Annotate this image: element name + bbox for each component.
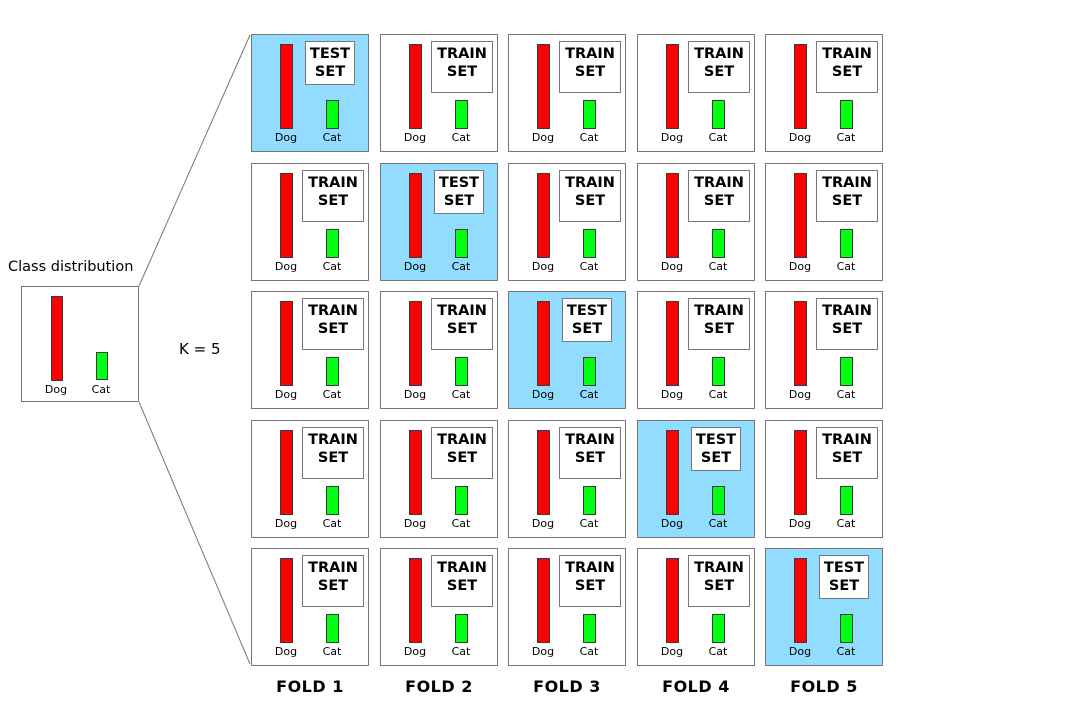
cat-label: Cat (708, 517, 728, 530)
dog-label: Dog (44, 383, 68, 396)
set-label-line-1: TRAIN (437, 432, 487, 448)
set-label-line-1: TEST (566, 303, 608, 319)
set-label-line-1: TRAIN (822, 432, 872, 448)
cat-label: Cat (836, 517, 856, 530)
cat-bar (326, 486, 339, 515)
set-label-line-2: SET (574, 450, 606, 466)
test-set-label (562, 298, 612, 342)
cat-label: Cat (322, 388, 342, 401)
dog-label: Dog (531, 388, 555, 401)
dog-bar (666, 558, 679, 643)
cat-bar (712, 614, 725, 643)
test-set-label (819, 555, 869, 599)
dog-label: Dog (403, 131, 427, 144)
set-label-line-2: SET (317, 578, 349, 594)
cat-label: Cat (451, 517, 471, 530)
cat-label: Cat (836, 645, 856, 658)
fold-1-label: FOLD 1 (276, 677, 344, 696)
dog-label: Dog (531, 131, 555, 144)
set-label-line-1: TEST (309, 46, 351, 62)
dog-label: Dog (274, 517, 298, 530)
test-set-label (691, 427, 741, 471)
cat-bar (840, 357, 853, 386)
set-label-line-1: TRAIN (308, 303, 358, 319)
dog-bar (666, 173, 679, 258)
dog-label: Dog (660, 517, 684, 530)
cat-bar (583, 486, 596, 515)
set-label-line-1: TRAIN (565, 560, 615, 576)
cat-bar (712, 100, 725, 129)
fold-4-row-3-cell (637, 291, 755, 409)
dog-label: Dog (531, 645, 555, 658)
set-label-line-2: SET (831, 193, 863, 209)
dog-bar (666, 430, 679, 515)
dog-label: Dog (788, 131, 812, 144)
set-label-line-1: TRAIN (694, 175, 744, 191)
cat-bar (712, 357, 725, 386)
cat-bar (455, 486, 468, 515)
set-label-line-2: SET (317, 193, 349, 209)
cat-bar (840, 614, 853, 643)
set-label-line-2: SET (700, 450, 732, 466)
fold-4-row-2-cell (637, 163, 755, 281)
set-label-line-1: TEST (438, 175, 480, 191)
set-label-line-1: TRAIN (694, 46, 744, 62)
fold-2-row-2-cell (380, 163, 498, 281)
cat-label: Cat (322, 645, 342, 658)
cat-label: Cat (708, 260, 728, 273)
dog-bar (280, 44, 293, 129)
train-set-label (688, 170, 750, 222)
dog-bar (280, 558, 293, 643)
class-distribution-title: Class distribution (8, 259, 134, 275)
set-label-line-1: TEST (823, 560, 865, 576)
train-set-label (816, 41, 878, 93)
cat-bar (455, 357, 468, 386)
set-label-line-2: SET (317, 321, 349, 337)
fold-1-row-4-cell (251, 420, 369, 538)
set-label-line-2: SET (446, 578, 478, 594)
train-set-label (559, 170, 621, 222)
set-label-line-1: TRAIN (308, 560, 358, 576)
train-set-label (559, 427, 621, 479)
fold-3-row-1-cell (508, 34, 626, 152)
dog-bar (280, 430, 293, 515)
train-set-label (688, 555, 750, 607)
fold-2-row-1-cell (380, 34, 498, 152)
set-label-line-2: SET (571, 321, 603, 337)
cat-label: Cat (836, 131, 856, 144)
fold-4-row-5-cell (637, 548, 755, 666)
fold-5-row-1-cell (765, 34, 883, 152)
set-label-line-2: SET (828, 578, 860, 594)
cat-bar (712, 229, 725, 258)
cat-label: Cat (708, 645, 728, 658)
dog-bar (409, 173, 422, 258)
set-label-line-2: SET (314, 64, 346, 80)
fold-2-label: FOLD 2 (405, 677, 473, 696)
dog-bar (409, 301, 422, 386)
set-label-line-2: SET (574, 64, 606, 80)
cat-bar (455, 229, 468, 258)
set-label-line-1: TRAIN (822, 46, 872, 62)
dog-label: Dog (660, 260, 684, 273)
cat-bar (583, 100, 596, 129)
dog-label: Dog (403, 388, 427, 401)
dog-label: Dog (274, 131, 298, 144)
dog-bar (409, 430, 422, 515)
train-set-label (816, 170, 878, 222)
set-label-line-1: TRAIN (565, 46, 615, 62)
set-label-line-1: TRAIN (694, 560, 744, 576)
train-set-label (302, 170, 364, 222)
fold-4-label: FOLD 4 (662, 677, 730, 696)
set-label-line-1: TRAIN (437, 46, 487, 62)
fold-1-row-5-cell (251, 548, 369, 666)
set-label-line-1: TRAIN (437, 303, 487, 319)
cat-bar (583, 357, 596, 386)
fold-3-row-4-cell (508, 420, 626, 538)
set-label-line-1: TRAIN (822, 175, 872, 191)
train-set-label (431, 427, 493, 479)
train-set-label (302, 555, 364, 607)
set-label-line-2: SET (703, 193, 735, 209)
cat-bar (326, 100, 339, 129)
fold-5-row-3-cell (765, 291, 883, 409)
cat-label: Cat (579, 260, 599, 273)
set-label-line-1: TRAIN (308, 175, 358, 191)
dog-bar (794, 301, 807, 386)
dog-bar (794, 44, 807, 129)
cat-bar (840, 229, 853, 258)
cat-bar (583, 614, 596, 643)
dog-bar (537, 173, 550, 258)
train-set-label (302, 427, 364, 479)
cat-label: Cat (708, 388, 728, 401)
set-label-line-2: SET (703, 64, 735, 80)
fold-2-row-5-cell (380, 548, 498, 666)
fold-1-row-1-cell (251, 34, 369, 152)
fold-2-row-3-cell (380, 291, 498, 409)
dog-bar (794, 173, 807, 258)
set-label-line-1: TRAIN (565, 175, 615, 191)
dog-bar (794, 430, 807, 515)
cat-bar (455, 100, 468, 129)
cat-bar (326, 357, 339, 386)
cat-label: Cat (322, 517, 342, 530)
dog-label: Dog (531, 260, 555, 273)
dog-bar (409, 558, 422, 643)
dog-label: Dog (274, 388, 298, 401)
set-label-line-2: SET (574, 578, 606, 594)
dog-label: Dog (274, 645, 298, 658)
set-label-line-2: SET (446, 321, 478, 337)
cat-bar (326, 614, 339, 643)
dog-bar (409, 44, 422, 129)
fold-5-row-5-cell (765, 548, 883, 666)
cat-bar (455, 614, 468, 643)
cat-label: Cat (579, 131, 599, 144)
cat-label: Cat (836, 260, 856, 273)
set-label-line-2: SET (317, 450, 349, 466)
dog-label: Dog (403, 260, 427, 273)
cat-label: Cat (451, 645, 471, 658)
dog-bar (51, 296, 63, 381)
set-label-line-2: SET (443, 193, 475, 209)
connector-line-bottom (139, 402, 250, 664)
test-set-label (305, 41, 355, 85)
cat-label: Cat (579, 645, 599, 658)
fold-1-row-2-cell (251, 163, 369, 281)
dog-label: Dog (403, 645, 427, 658)
train-set-label (302, 298, 364, 350)
cat-bar (326, 229, 339, 258)
cat-bar (712, 486, 725, 515)
fold-4-row-4-cell (637, 420, 755, 538)
cat-label: Cat (579, 388, 599, 401)
cat-label: Cat (451, 388, 471, 401)
fold-5-label: FOLD 5 (790, 677, 858, 696)
set-label-line-2: SET (574, 193, 606, 209)
fold-5-row-2-cell (765, 163, 883, 281)
set-label-line-2: SET (703, 321, 735, 337)
cat-label: Cat (322, 260, 342, 273)
fold-1-row-3-cell (251, 291, 369, 409)
dog-bar (666, 44, 679, 129)
dog-bar (666, 301, 679, 386)
train-set-label (688, 41, 750, 93)
test-set-label (434, 170, 484, 214)
set-label-line-1: TRAIN (437, 560, 487, 576)
class-distribution-box (21, 286, 139, 402)
train-set-label (816, 427, 878, 479)
set-label-line-1: TEST (695, 432, 737, 448)
dog-label: Dog (274, 260, 298, 273)
set-label-line-2: SET (446, 450, 478, 466)
dog-bar (537, 558, 550, 643)
dog-label: Dog (660, 131, 684, 144)
fold-4-row-1-cell (637, 34, 755, 152)
set-label-line-1: TRAIN (565, 432, 615, 448)
set-label-line-2: SET (446, 64, 478, 80)
set-label-line-1: TRAIN (694, 303, 744, 319)
fold-3-label: FOLD 3 (533, 677, 601, 696)
set-label-line-2: SET (831, 64, 863, 80)
fold-2-row-4-cell (380, 420, 498, 538)
cat-bar (583, 229, 596, 258)
dog-bar (794, 558, 807, 643)
k-value-label: K = 5 (179, 340, 221, 358)
cat-label: Cat (91, 383, 111, 396)
dog-label: Dog (531, 517, 555, 530)
dog-bar (537, 44, 550, 129)
cat-label: Cat (322, 131, 342, 144)
dog-label: Dog (403, 517, 427, 530)
fold-3-row-5-cell (508, 548, 626, 666)
set-label-line-1: TRAIN (308, 432, 358, 448)
dog-bar (280, 301, 293, 386)
dog-label: Dog (660, 388, 684, 401)
dog-bar (280, 173, 293, 258)
train-set-label (431, 41, 493, 93)
connector-line-top (139, 35, 250, 286)
dog-label: Dog (788, 645, 812, 658)
fold-3-row-3-cell (508, 291, 626, 409)
cat-bar (840, 486, 853, 515)
set-label-line-2: SET (831, 321, 863, 337)
fold-5-row-4-cell (765, 420, 883, 538)
dog-label: Dog (788, 517, 812, 530)
dog-label: Dog (788, 388, 812, 401)
cat-label: Cat (451, 260, 471, 273)
train-set-label (816, 298, 878, 350)
dog-bar (537, 430, 550, 515)
train-set-label (559, 41, 621, 93)
train-set-label (559, 555, 621, 607)
train-set-label (688, 298, 750, 350)
set-label-line-1: TRAIN (822, 303, 872, 319)
dog-bar (537, 301, 550, 386)
cat-bar (840, 100, 853, 129)
dog-label: Dog (660, 645, 684, 658)
cat-label: Cat (836, 388, 856, 401)
cat-bar (96, 352, 108, 380)
train-set-label (431, 298, 493, 350)
train-set-label (431, 555, 493, 607)
set-label-line-2: SET (703, 578, 735, 594)
cat-label: Cat (708, 131, 728, 144)
fold-3-row-2-cell (508, 163, 626, 281)
cat-label: Cat (579, 517, 599, 530)
set-label-line-2: SET (831, 450, 863, 466)
dog-label: Dog (788, 260, 812, 273)
cat-label: Cat (451, 131, 471, 144)
